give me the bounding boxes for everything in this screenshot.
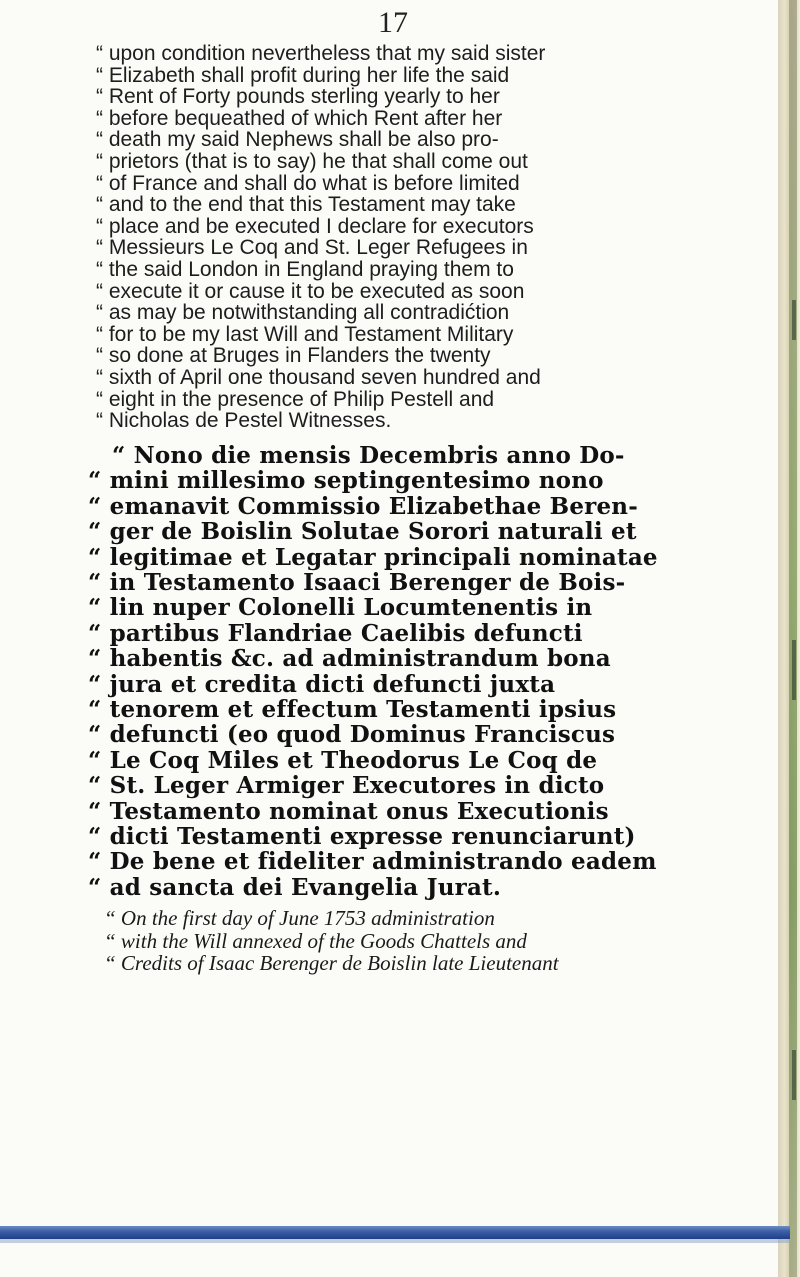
english-line: “ Elizabeth shall profit during her life the said xyxy=(96,63,510,87)
english-line: “ death my said Nephews shall be also pro- xyxy=(96,128,499,152)
english-line: “ as may be notwithstanding all contradićtion xyxy=(96,301,510,325)
latin-line: “ De bene et fideliter administrando eadem xyxy=(88,848,657,876)
english-line: “ prietors (that is to say) he that shall come out xyxy=(96,150,528,173)
scan-bottom-edge xyxy=(0,1226,790,1239)
italic-line: “ Credits of Isaac Berenger de Boislin late Lieutenant xyxy=(104,951,559,975)
english-line: “ place and be executed I declare for executors xyxy=(96,214,534,238)
binding-mark xyxy=(792,1050,796,1100)
english-line: “ for to be my last Will and Testament Military xyxy=(96,322,514,346)
latin-line: “ Le Coq Miles et Theodorus Le Coq de xyxy=(88,746,598,774)
english-line: “ sixth of April one thousand seven hundred and xyxy=(96,366,541,389)
latin-line: “ ad sancta dei Evangelia Jurat. xyxy=(88,873,502,901)
english-line: “ Rent of Forty pounds sterling yearly to her xyxy=(96,85,500,109)
latin-line: “ defuncti (eo quod Dominus Franciscus xyxy=(88,721,616,749)
english-line: “ of France and shall do what is before limited xyxy=(96,171,520,195)
scan-bottom-edge-shadow xyxy=(0,1239,790,1243)
english-line: “ upon condition nevertheless that my said sister xyxy=(96,42,546,65)
latin-line: “ jura et credita dicti defuncti juxta xyxy=(88,670,556,698)
binding-mark xyxy=(792,300,796,340)
latin-line: “ legitimae et Legatar principali nominatae xyxy=(88,543,658,571)
italic-line: “ with the Will annexed of the Goods Chattels and xyxy=(104,928,527,953)
latin-line: “ in Testamento Isaaci Berenger de Bois- xyxy=(88,569,626,596)
latin-line: “ ger de Boislin Solutae Sorori naturali et xyxy=(88,518,637,546)
latin-line: “ dicti Testamenti expresse renunciarunt) xyxy=(88,823,636,850)
latin-line: “ partibus Flandriae Caelibis defuncti xyxy=(88,619,583,647)
latin-line: “ habentis &c. ad administrandum bona xyxy=(88,645,611,673)
english-line: “ execute it or cause it to be executed as soon xyxy=(96,279,525,303)
english-line: “ Nicholas de Pestel Witnesses. xyxy=(96,409,392,433)
english-line: “ and to the end that this Testament may take xyxy=(96,193,516,217)
latin-line: “ lin nuper Colonelli Locumtenentis in xyxy=(88,594,593,622)
latin-line: “ emanavit Commissio Elizabethae Beren- xyxy=(88,492,638,520)
italic-line: “ On the first day of June 1753 administration xyxy=(104,906,495,930)
english-line: “ eight in the presence of Philip Pestell and xyxy=(96,387,495,411)
latin-line: “ Testamento nominat onus Executionis xyxy=(88,797,609,825)
latin-line: “ St. Leger Armiger Executores in dicto xyxy=(88,772,605,800)
binding-mark xyxy=(792,640,796,700)
english-line: “ Messieurs Le Coq and St. Leger Refugees in xyxy=(96,236,528,260)
english-line: “ before bequeathed of which Rent after her xyxy=(96,106,503,130)
english-line: “ the said London in England praying them to xyxy=(96,258,514,281)
latin-line: “ tenorem et effectum Testamenti ipsius xyxy=(88,696,617,723)
latin-line: “ Nono die mensis Decembris anno Do- xyxy=(112,442,625,469)
latin-line: “ mini millesimo septingentesimo nono xyxy=(88,467,604,495)
english-line: “ so done at Bruges in Flanders the twenty xyxy=(96,344,491,368)
page-number: 17 xyxy=(378,6,408,39)
